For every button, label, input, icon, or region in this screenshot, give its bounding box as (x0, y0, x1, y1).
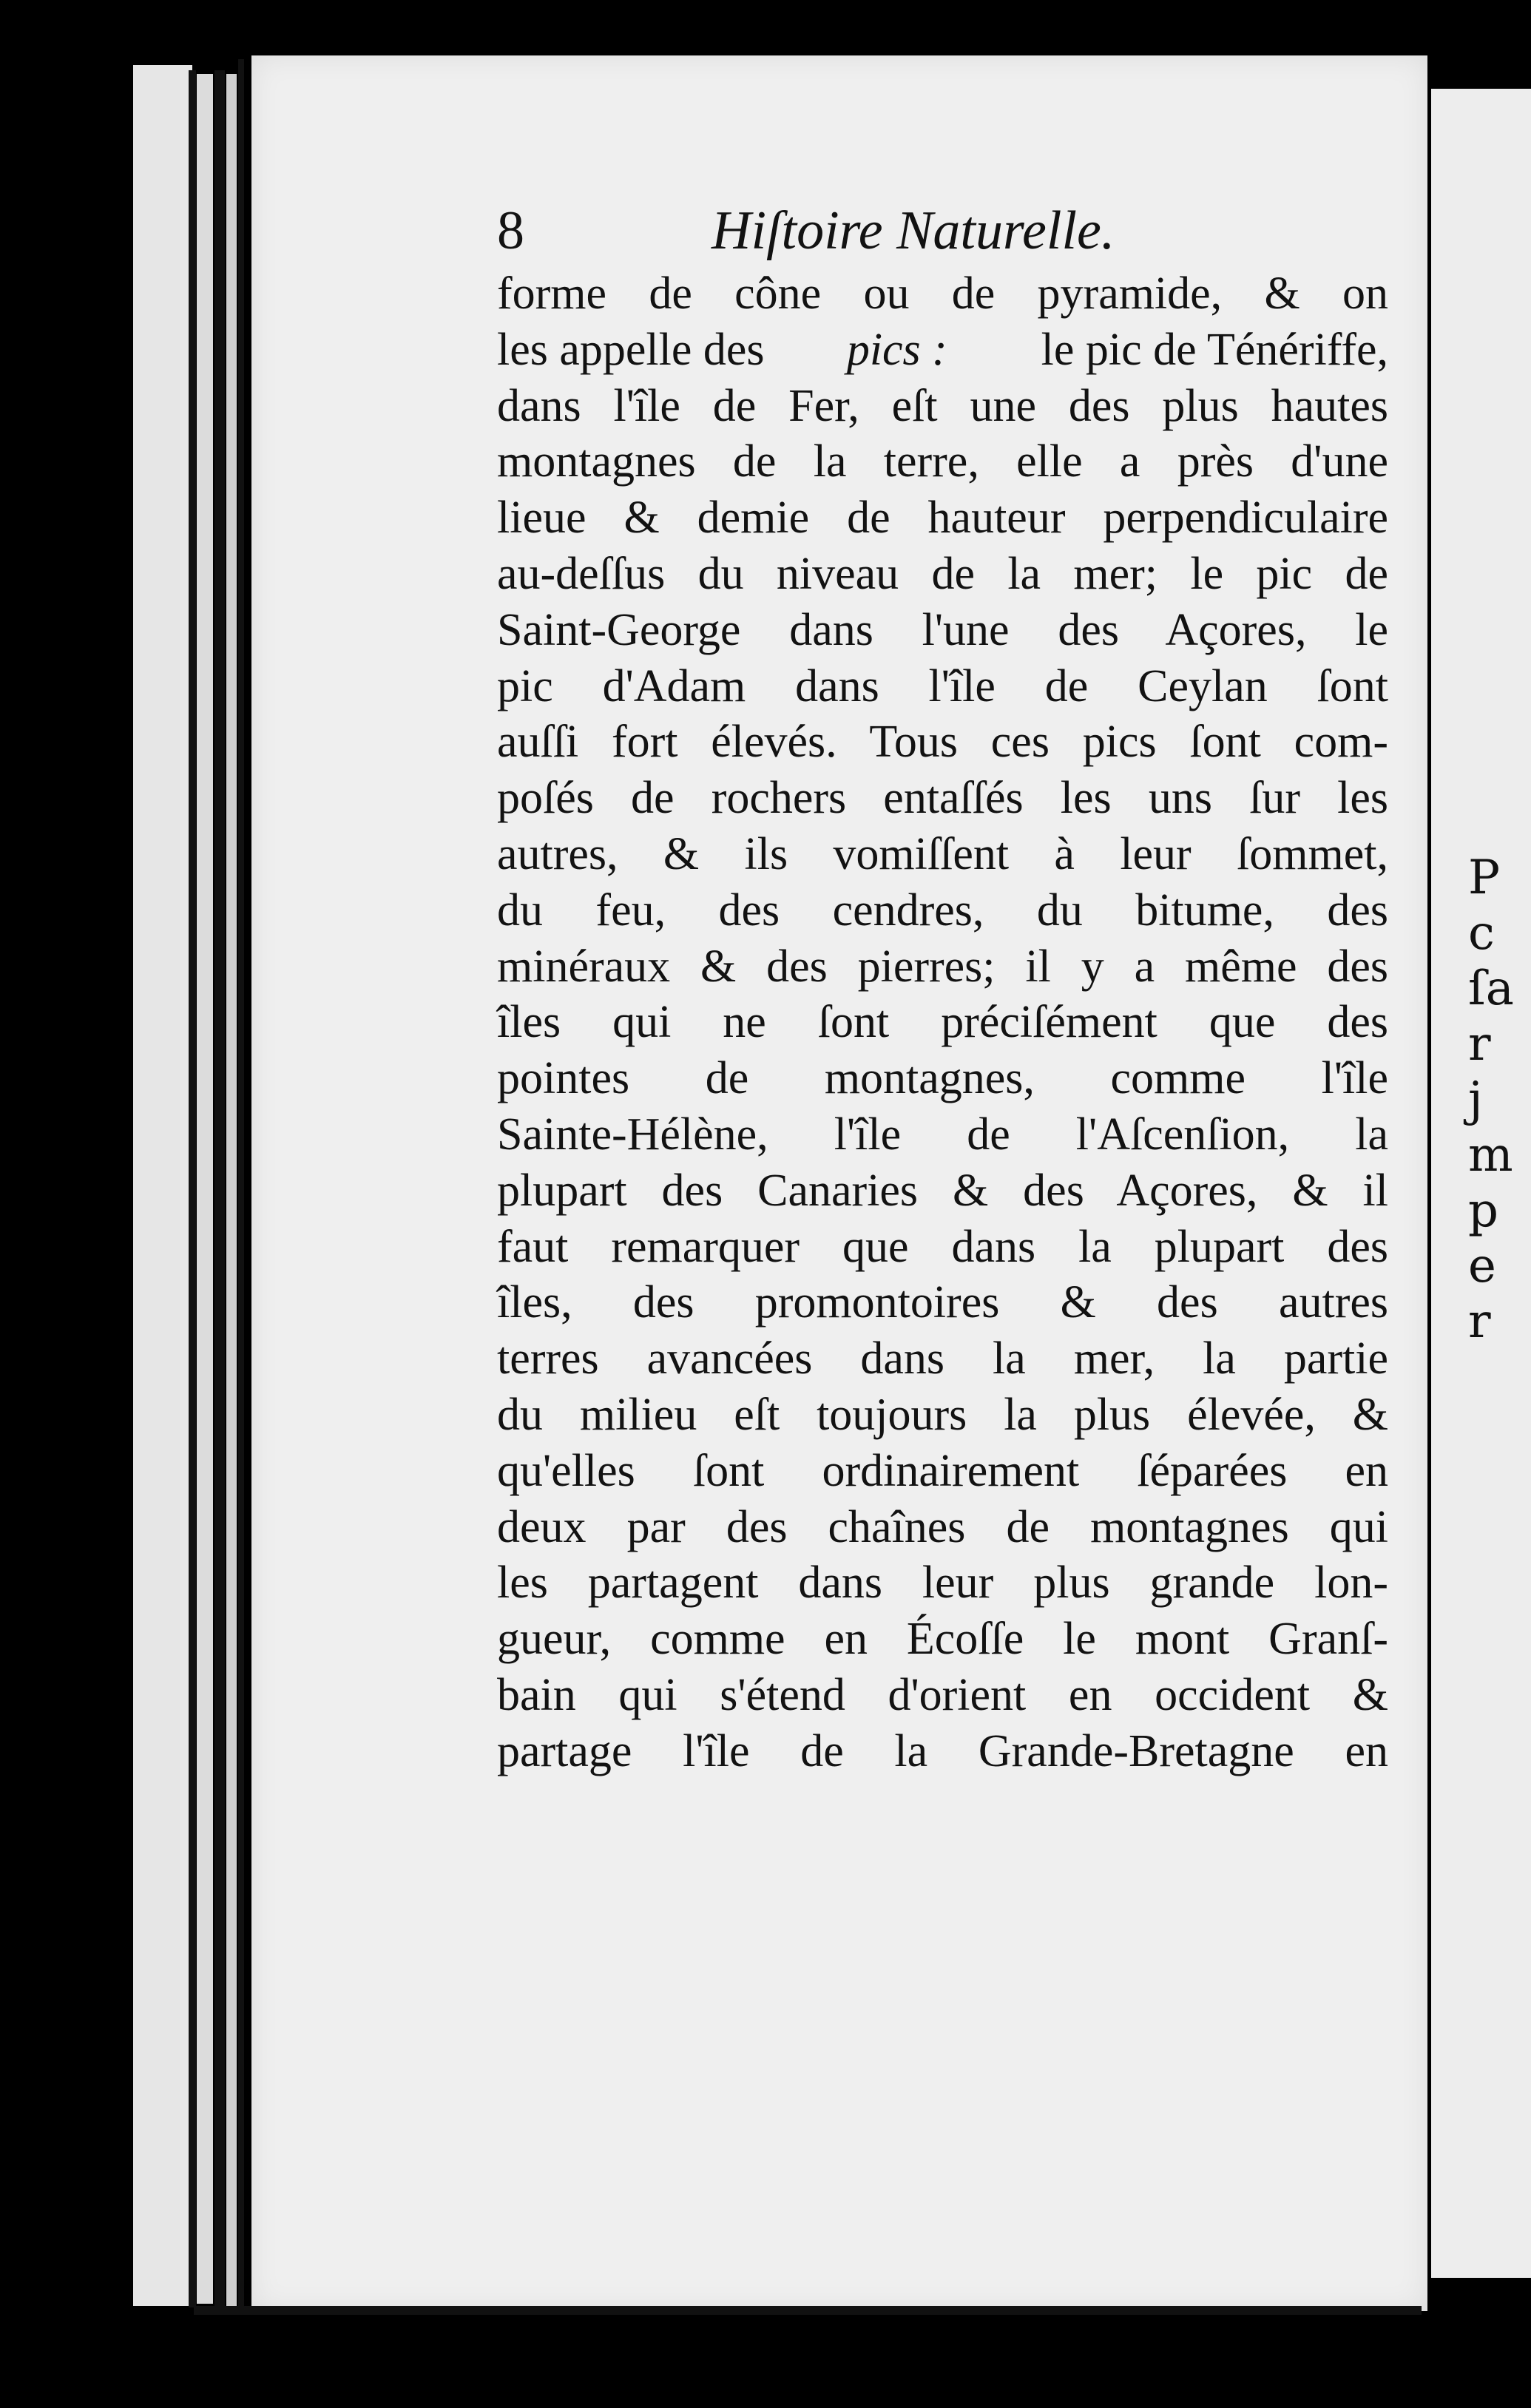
text-line: au-deſſus du niveau de la mer; le pic de (497, 548, 1388, 599)
running-title: Hiſtoire Naturelle. (712, 200, 1115, 261)
text-line: du milieu eſt toujours la plus élevée, & (497, 1389, 1388, 1440)
body-text (497, 266, 1388, 1780)
text-line: deux par des chaînes de montagnes qui (497, 1501, 1388, 1552)
text-line: les partagent dans leur plus grande lon- (497, 1558, 1388, 1609)
left-page-edge (133, 65, 192, 2306)
text-segment: les appelle des (497, 324, 765, 375)
text-segment: le pic de Ténériffe, (1030, 324, 1388, 375)
text-line: terres avancées dans la mer, la partie (497, 1333, 1388, 1384)
text-line: gueur, comme en Écoſſe le mont Granſ- (497, 1614, 1388, 1665)
text-line: partage l'île de la Grande-Bretagne en (497, 1725, 1388, 1776)
text-line: pointes de montagnes, comme l'île (497, 1053, 1388, 1104)
text-column (497, 185, 1388, 1780)
text-line: forme de cône ou de pyramide, & on (497, 268, 1388, 319)
text-line: Sainte-Hélène, l'île de l'Aſcenſion, la (497, 1109, 1388, 1160)
binding-line (238, 59, 244, 2315)
binding-line (214, 70, 225, 2311)
text-line: faut remarquer que dans la plupart des (497, 1221, 1388, 1272)
next-page-cut-letters: P c ſa r j m p e r (1468, 850, 1514, 1349)
running-header (497, 185, 1388, 266)
text-line: poſés de rochers entaſſés les uns ſur les (497, 773, 1388, 824)
binding-line (189, 70, 196, 2307)
page-bottom-edge (194, 2306, 1422, 2315)
text-line: qu'elles ſont ordinairement ſéparées en (497, 1445, 1388, 1496)
text-line: lieue & demie de hauteur perpendiculaire (497, 493, 1388, 544)
text-line: montagnes de la terre, elle a près d'une (497, 436, 1388, 487)
binding-strip-inner (226, 74, 237, 2307)
text-line: bain qui s'étend d'orient en occident & (497, 1669, 1388, 1720)
text-line: dans l'île de Fer, eſt une des plus hautes (497, 380, 1388, 431)
text-line: auſſi fort élevés. Tous ces pics ſont com- (497, 717, 1388, 768)
text-line (497, 322, 1388, 379)
text-line: minéraux & des pierres; il y a même des (497, 941, 1388, 992)
text-line: îles qui ne ſont préciſément que des (497, 997, 1388, 1048)
text-line: autres, & ils vomiſſent à leur ſommet, (497, 828, 1388, 879)
page-number: 8 (497, 200, 524, 261)
text-line: plupart des Canaries & des Açores, & il (497, 1165, 1388, 1216)
text-line: îles, des promontoires & des autres (497, 1277, 1388, 1328)
italic-term: pics : (846, 324, 947, 375)
text-line: Saint-George dans l'une des Açores, le (497, 604, 1388, 655)
binding-strip (197, 74, 213, 2304)
text-line: pic d'Adam dans l'île de Ceylan ſont (497, 660, 1388, 711)
text-line: du feu, des cendres, du bitume, des (497, 885, 1388, 936)
